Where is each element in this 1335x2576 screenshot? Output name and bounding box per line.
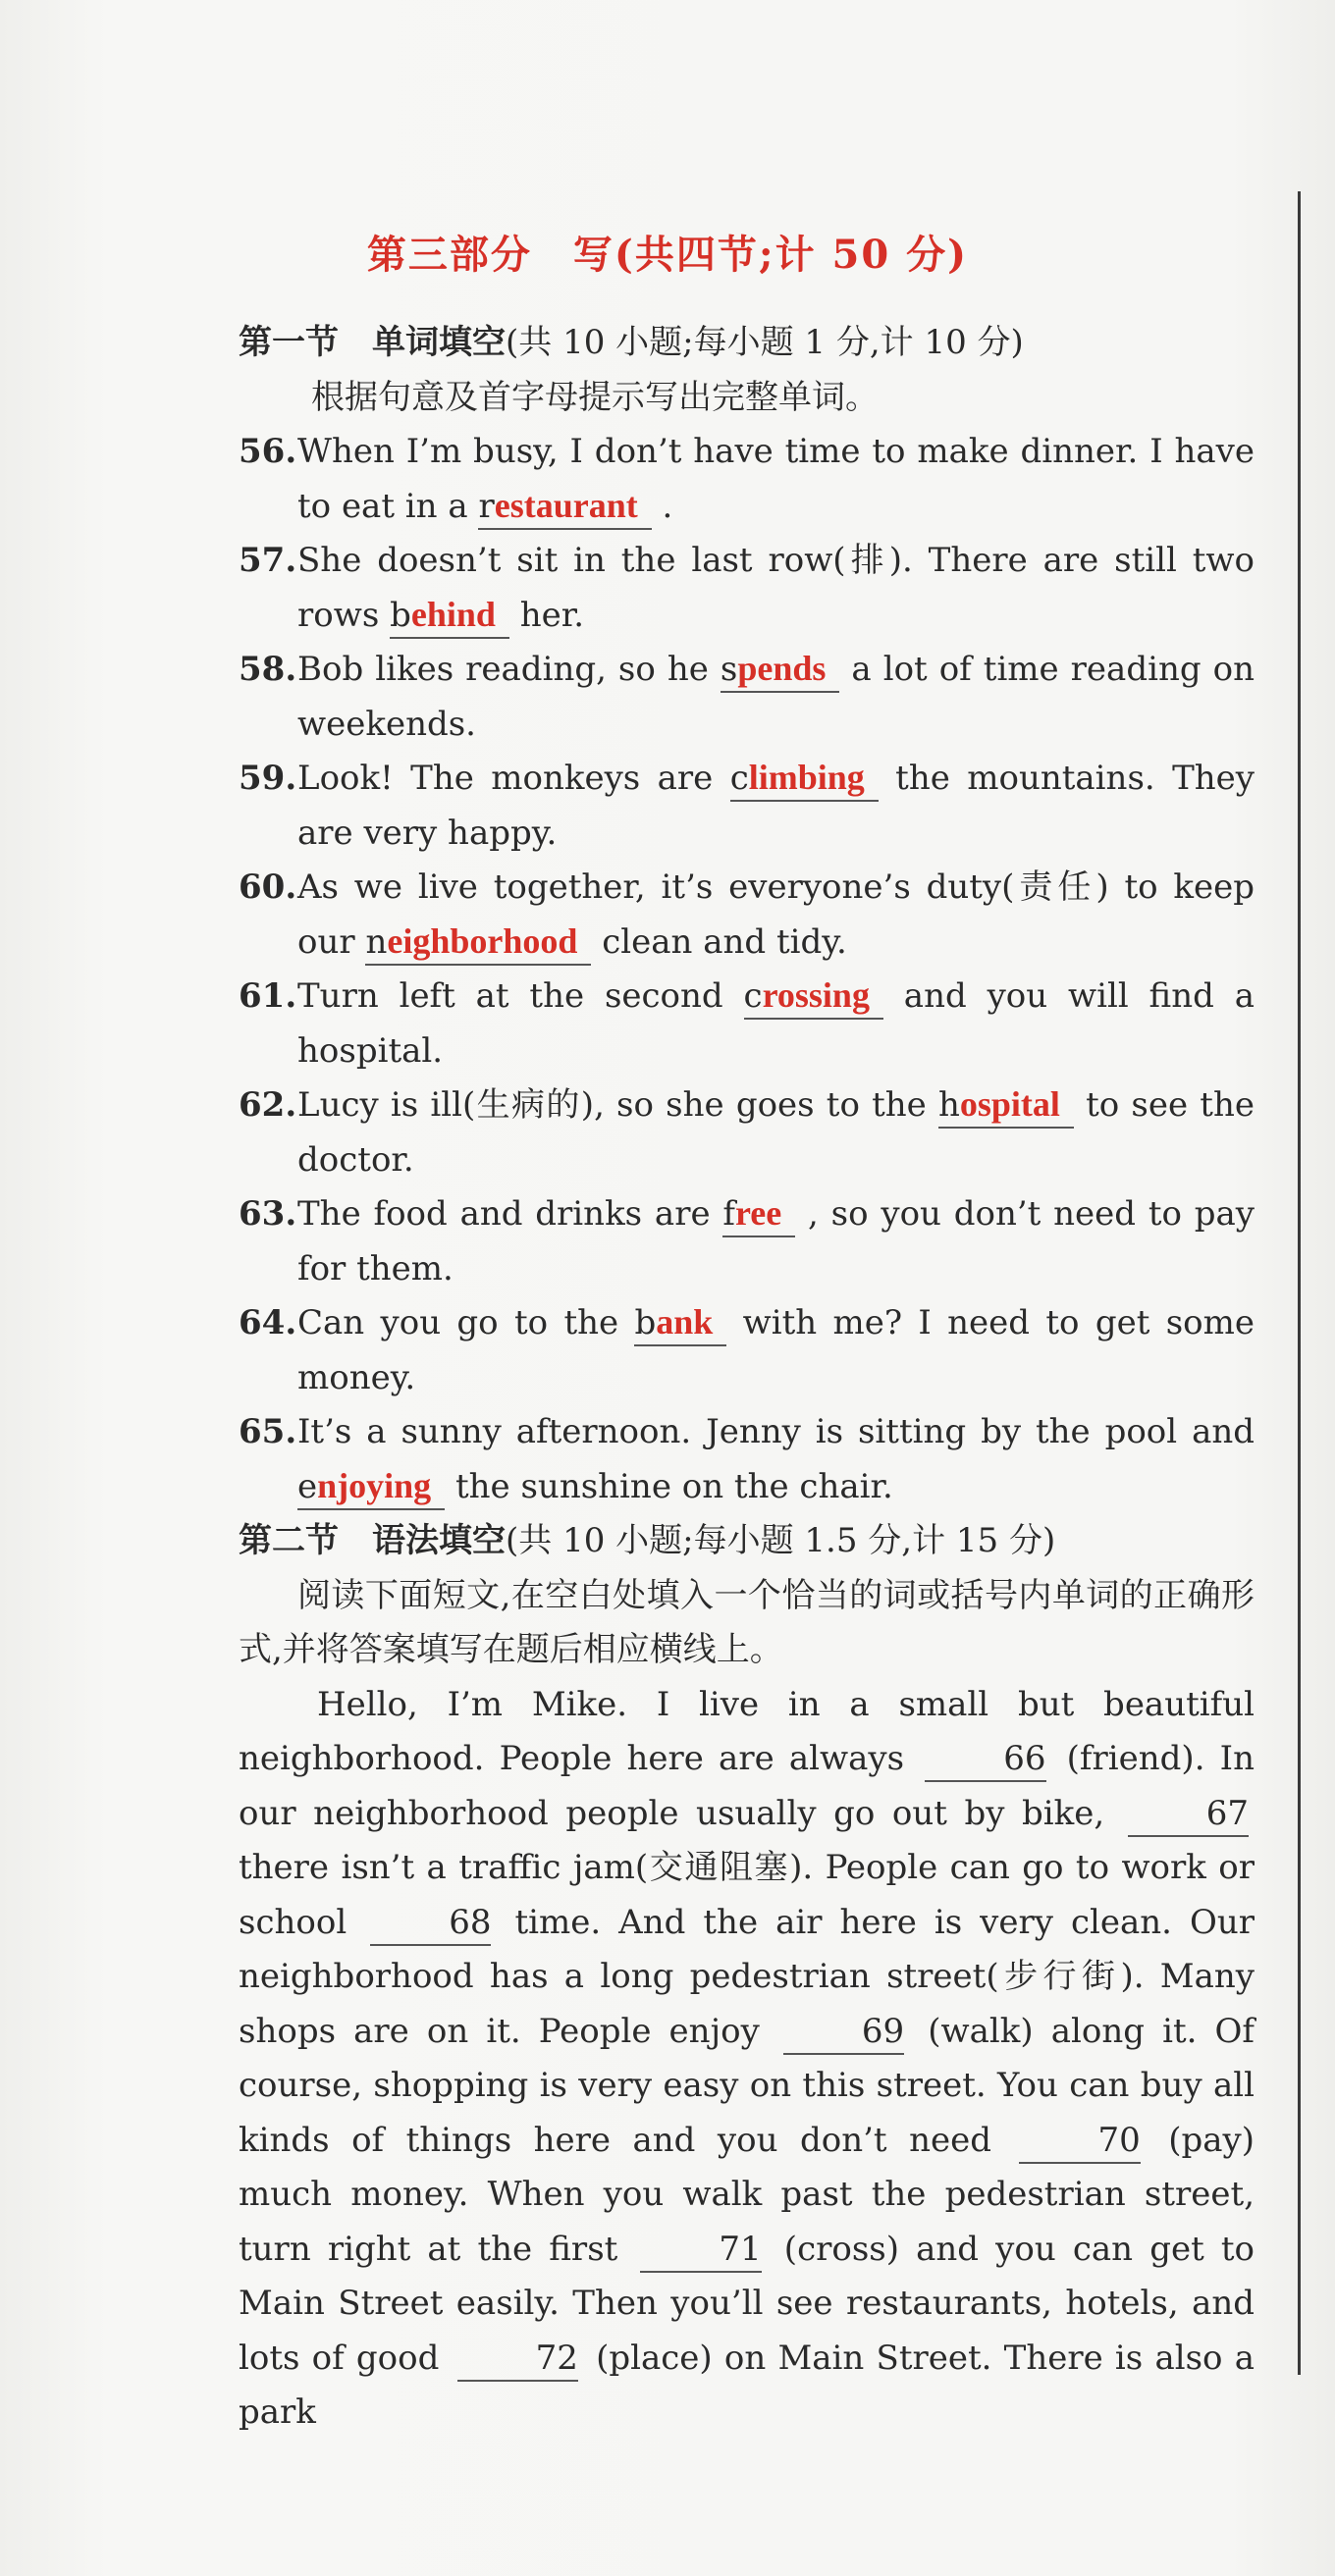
passage-text: (place) on Main Street. There is also a park — [239, 2338, 1255, 2432]
passage-text: time. And the air here is very clean. Our neighborhood has a long pedestrian street(步行街). Many shops are on it. People enjoy — [239, 1902, 1255, 2051]
section1-title: 第一节 单词填空 — [239, 323, 506, 362]
answer-blank[interactable] — [744, 973, 883, 1020]
section2-title: 第二节 语法填空 — [239, 1521, 506, 1560]
answer-blank[interactable] — [390, 593, 509, 639]
question-text-before: She doesn’t sit in the last row(排). There are still two rows — [297, 541, 1255, 635]
filled-answer: rossing — [762, 975, 870, 1015]
question-item — [239, 752, 1255, 861]
initial-letter: h — [937, 1085, 960, 1125]
part-title: 第三部分 写(共四节;计 50 分) — [366, 232, 969, 278]
passage-text: there isn’t a traffic jam(交通阻塞). People can go to work or school — [239, 1848, 1255, 1942]
answer-blank[interactable] — [478, 484, 651, 530]
question-text-after: with me? I need to get some money. — [297, 1303, 1255, 1397]
section2-heading — [239, 1514, 1255, 1569]
answer-blank[interactable] — [297, 1464, 445, 1510]
passage-gap[interactable]: 68 — [370, 1901, 491, 1946]
question-number: 64. — [239, 1303, 297, 1342]
initial-letter: b — [634, 1303, 657, 1342]
question-number: 57. — [239, 541, 297, 580]
filled-answer: estaurant — [494, 485, 638, 525]
question-item — [239, 643, 1255, 752]
question-text-after: . — [651, 486, 673, 526]
question-number: 60. — [239, 867, 297, 907]
answer-blank[interactable] — [730, 756, 879, 802]
initial-letter: b — [390, 595, 411, 635]
initial-letter: n — [365, 921, 388, 962]
filled-answer: ree — [734, 1193, 782, 1233]
question-number: 63. — [239, 1194, 297, 1234]
question-text-before: Can you go to the — [297, 1303, 635, 1342]
question-item — [239, 1296, 1255, 1405]
initial-letter: c — [729, 759, 749, 798]
passage-text: Hello, I’m Mike. I live in a small but beautiful neighborhood. People here are always — [239, 1684, 1255, 1778]
question-number: 65. — [239, 1412, 297, 1451]
filled-answer: ehind — [410, 594, 496, 634]
filled-answer: ank — [656, 1302, 714, 1341]
question-list — [239, 425, 1255, 1514]
question-text-after: , so you don’t need to pay for them. — [297, 1194, 1255, 1288]
initial-letter: c — [743, 976, 763, 1016]
filled-answer: njoying — [317, 1465, 432, 1505]
initial-letter: r — [478, 486, 495, 526]
passage-text: (friend). In our neighborhood people usually go out by bike, — [239, 1739, 1255, 1833]
passage-text: (cross) and you can get to Main Street easily. Then you’ll see restaurants, hotels, and lots of good — [239, 2229, 1255, 2378]
question-text-before: Lucy is ill(生病的), so she goes to the — [297, 1085, 938, 1125]
initial-letter: e — [297, 1466, 318, 1506]
question-text-before: Look! The monkeys are — [297, 759, 730, 798]
section1-heading — [239, 316, 1255, 371]
answer-blank[interactable] — [721, 647, 840, 693]
filled-answer: limbing — [748, 758, 865, 797]
question-item — [239, 425, 1255, 534]
question-text-before: Bob likes reading, so he — [297, 650, 721, 689]
question-item — [239, 970, 1255, 1078]
question-text-before: When I’m busy, I don’t have time to make dinner. I have to eat in a — [297, 432, 1255, 526]
answer-blank[interactable] — [938, 1082, 1074, 1129]
filled-answer: pends — [737, 649, 827, 688]
question-text-after: the mountains. They are very happy. — [297, 759, 1255, 853]
question-number: 59. — [239, 759, 297, 798]
passage-gap[interactable]: 67 — [1128, 1792, 1249, 1837]
question-item — [239, 1078, 1255, 1187]
question-number: 61. — [239, 976, 297, 1016]
question-item — [239, 1187, 1255, 1296]
question-item — [239, 1405, 1255, 1514]
filled-answer: eighborhood — [387, 920, 578, 961]
initial-letter: f — [722, 1194, 735, 1234]
content-column — [239, 316, 1255, 2441]
passage-gap[interactable]: 71 — [640, 2228, 761, 2273]
question-item — [239, 534, 1255, 643]
section2-instruction: 阅读下面短文,在空白处填入一个恰当的词或括号内单词的正确形式,并将答案填写在题后相应横线上。 — [239, 1575, 1255, 1669]
passage-text: (walk) along it. Of course, shopping is very easy on this street. You can buy all kinds of things here and you don’t need — [239, 2011, 1255, 2160]
question-number: 58. — [239, 650, 297, 689]
question-text-after: her. — [508, 595, 585, 635]
filled-answer: ospital — [959, 1084, 1060, 1124]
passage-text: (pay) much money. When you walk past the pedestrian street, turn right at the first — [239, 2120, 1255, 2269]
question-text-before: Turn left at the second — [297, 976, 744, 1016]
question-text-after: and you will find a hospital. — [297, 976, 1255, 1071]
passage-gap[interactable]: 69 — [783, 2010, 904, 2055]
section2-detail: (共 10 小题;每小题 1.5 分,计 15 分) — [506, 1521, 1056, 1560]
passage — [239, 1678, 1255, 2441]
answer-blank[interactable] — [722, 1191, 795, 1237]
question-text-before: The food and drinks are — [297, 1194, 723, 1234]
question-number: 56. — [239, 432, 297, 471]
question-item — [239, 861, 1255, 970]
question-number: 62. — [239, 1085, 297, 1125]
section1-instruction: 根据句意及首字母提示写出完整单词。 — [311, 377, 879, 417]
question-text-after: the sunshine on the chair. — [445, 1466, 893, 1506]
answer-blank[interactable] — [365, 920, 591, 966]
question-text-after: a lot of time reading on weekends. — [297, 650, 1255, 744]
question-text-after: to see the doctor. — [297, 1085, 1255, 1180]
initial-letter: s — [720, 650, 738, 689]
passage-gap[interactable]: 70 — [1019, 2119, 1140, 2164]
margin-rule — [1298, 191, 1301, 2375]
passage-gap[interactable]: 72 — [457, 2337, 578, 2382]
passage-gap[interactable]: 66 — [925, 1737, 1045, 1782]
question-text-before: It’s a sunny afternoon. Jenny is sitting by the pool and — [297, 1412, 1255, 1451]
answer-blank[interactable] — [634, 1300, 726, 1346]
section1-detail: (共 10 小题;每小题 1 分,计 10 分) — [506, 323, 1024, 362]
question-text-after: clean and tidy. — [591, 921, 847, 962]
question-text-before: As we live together, it’s everyone’s duty(责任) to keep our — [297, 867, 1255, 962]
